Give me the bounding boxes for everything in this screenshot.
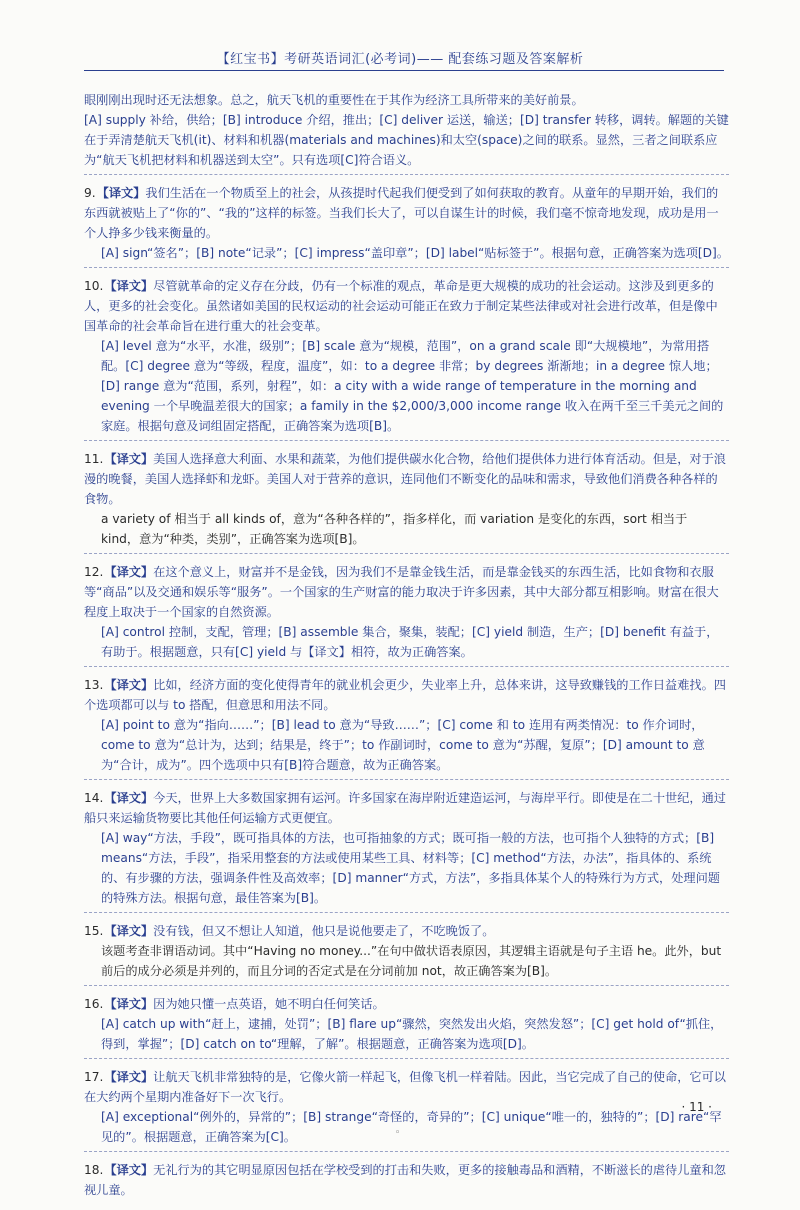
- analysis-text: [A] supply 补给，供给；[B] introduce 介绍，推出；[C] deliver 运送，输送；[D] transfer 转移，调转。解题的关键在于弄清楚航天飞机(it)、材料和机器(materials and machines)和太空(space)之间的联系。显然，三者之间联系应为“航天飞机把材料和机器送到太空”。只有选项[C]符合语义。: [84, 113, 729, 167]
- answer-item-11: [84, 449, 729, 554]
- translation-tag: 【译文】: [104, 279, 154, 293]
- translation-tag: 【译文】: [104, 678, 154, 692]
- translation-tag: 【译文】: [104, 452, 154, 466]
- item-number: 13.: [84, 678, 104, 692]
- answer-item-15: [84, 921, 729, 986]
- translation-tag: 【译文】: [104, 997, 154, 1011]
- translation-tag: 【译文】: [104, 1163, 154, 1177]
- item-number: 11.: [84, 452, 104, 466]
- answer-item-10: [84, 276, 729, 441]
- analysis-text: [A] level 意为“水平，水准，级别”；[B] scale 意为“规模，范围”，on a grand scale 即“大规模地”，为常用搭配。[C] degree 意为“等级，程度，温度”，如：to a degree 非常；by degrees 渐渐地；in a degree 惊人地；[D] range 意为“范围，系列，射程”，如：a city with a wide range of temperature in the morning and evening 一个早晚温差很大的国家；a family in the $2,000/3,000 income range 收入在两千至三千美元之间的家庭。根据句意及词组固定搭配，正确答案为选项[B]。: [101, 339, 724, 433]
- item-number: 9.: [84, 186, 96, 200]
- item-number: 16.: [84, 997, 104, 1011]
- scan-mark: ◦: [395, 1128, 401, 1138]
- translation-tag: 【译文】: [96, 186, 146, 200]
- answer-item-12: [84, 562, 729, 667]
- translation-text: 在这个意义上，财富并不是金钱，因为我们不是靠金钱生活，而是靠金钱买的东西生活，比如食物和衣服等“商品”以及交通和娱乐等“服务”。一个国家的生产财富的能力取决于许多因素，其中大部分都互相影响。财富在很大程度上取决于一个国家的自然资源。: [84, 565, 719, 619]
- translation-text: 美国人选择意大利面、水果和蔬菜，为他们提供碳水化合物，给他们提供体力进行体育活动。但是，对于浪漫的晚餐，美国人选择虾和龙虾。美国人对于营养的意识，连同他们不断变化的品味和需求，导致他们消费各种各样的食物。: [84, 452, 726, 506]
- answer-item-9: [84, 183, 729, 268]
- item-number: 14.: [84, 791, 104, 805]
- item-number: 17.: [84, 1070, 104, 1084]
- answer-item-14: [84, 788, 729, 913]
- running-header: 【红宝书】考研英语词汇(必考词)—— 配套练习题及答案解析: [216, 52, 584, 67]
- analysis-text: a variety of 相当于 all kinds of，意为“各种各样的”，指多样化，而 variation 是变化的东西，sort 相当于 kind，意为“种类，类别”，正确答案为选项[B]。: [101, 512, 688, 546]
- analysis-text: [A] catch up with“赶上，逮捕，处罚”；[B] flare up“骤然，突然发出火焰，突然发怒”；[C] get hold of“抓住，得到，掌握”；[D] catch on to“理解，了解”。根据题意，正确答案为选项[D]。: [101, 1017, 723, 1051]
- answer-item-18: [84, 1160, 729, 1204]
- translation-text: 比如，经济方面的变化使得青年的就业机会更少，失业率上升，总体来讲，这导致赚钱的工作日益难找。四个选项都可以与 to 搭配，但意思和用法不同。: [84, 678, 726, 712]
- translation-text: 尽管就革命的定义存在分歧，仍有一个标准的观点，革命是更大规模的成功的社会运动。这涉及到更多的人，更多的社会变化。虽然诸如美国的民权运动的社会运动可能正在致力于制定某些法律或对社会进行改革，但是像中国革命的社会革命旨在进行重大的社会变革。: [84, 279, 718, 333]
- answer-item-17: [84, 1067, 729, 1152]
- analysis-text: [A] point to 意为“指向……”；[B] lead to 意为“导致……”；[C] come 和 to 连用有两类情况：to 作介词时，come to 意为“总计为，达到；结果是，终于”；to 作副词时，come to 意为“苏醒，复原”；[D] amount to 意为“合计，成为”。四个选项中只有[B]符合题意，故为正确答案。: [101, 718, 705, 772]
- analysis-text: [A] exceptional“例外的，异常的”；[B] strange“奇怪的，奇异的”；[C] unique“唯一的，独特的”；[D] rare“罕见的”。根据题意，正确答案为[C]。: [101, 1110, 722, 1144]
- translation-tag: 【译文】: [104, 791, 154, 805]
- translation-text: 让航天飞机非常独特的是，它像火箭一样起飞，但像飞机一样着陆。因此，当它完成了自己的使命，它可以在大约两个星期内准备好下一次飞行。: [84, 1070, 726, 1104]
- item-number: 18.: [84, 1163, 104, 1177]
- item-number: 10.: [84, 279, 104, 293]
- analysis-text: [A] control 控制，支配，管理；[B] assemble 集合，聚集，装配；[C] yield 制造，生产；[D] benefit 有益于，有助于。根据题意，只有[C] yield 与【译文】相符，故为正确答案。: [101, 625, 719, 659]
- answer-item-8-continued: [84, 90, 729, 175]
- analysis-text: [A] way“方法，手段”，既可指具体的方法，也可指抽象的方式；既可指一般的方法，也可指个人独特的方式；[B] means“方法，手段”，指采用整套的方法或使用某些工具、材料等；[C] method“方法，办法”，指具体的、系统的、有步骤的方法，强调条件性及高效率；[D] manner“方式，方法”，多指具体某个人的特殊行为方式，处理问题的特殊方法。根据句意，最佳答案为[B]。: [101, 831, 720, 905]
- page-number: · 11 ·: [681, 1100, 712, 1114]
- translation-text: 我们生活在一个物质至上的社会，从孩提时代起我们便受到了如何获取的教育。从童年的早期开始，我们的东西就被贴上了“你的”、“我的”这样的标签。当我们长大了，可以自谋生计的时候，我们毫不惊奇地发现，成功是用一个人挣多少钱来衡量的。: [84, 186, 719, 240]
- analysis-text: [A] sign“签名”；[B] note“记录”；[C] impress“盖印章”；[D] label“贴标签于”。根据句意，正确答案为选项[D]。: [101, 246, 729, 260]
- translation-text: 今天，世界上大多数国家拥有运河。许多国家在海岸附近建造运河，与海岸平行。即使是在二十世纪，通过船只来运输货物要比其他任何运输方式更便宜。: [84, 791, 726, 825]
- translation-text: 无礼行为的其它明显原因包括在学校受到的打击和失败，更多的接触毒品和酒精，不断滋长的虐待儿童和忽视儿童。: [84, 1163, 726, 1197]
- item-number: 12.: [84, 565, 104, 579]
- translation-tag: 【译文】: [104, 1070, 154, 1084]
- translation-tag: 【译文】: [104, 565, 154, 579]
- translation-text: 没有钱，但又不想让人知道，他只是说他要走了，不吃晚饭了。: [153, 924, 495, 938]
- answer-item-13: [84, 675, 729, 780]
- translation-text: 因为她只懂一点英语，她不明白任何笑话。: [153, 997, 385, 1011]
- analysis-text: 该题考查非谓语动词。其中“Having no money...”在句中做状语表原因，其逻辑主语就是句子主语 he。此外，but 前后的成分必须是并列的，而且分词的否定式是在分词前加 not，故正确答案为[B]。: [101, 944, 722, 978]
- answer-item-16: [84, 994, 729, 1059]
- page-content: [84, 90, 729, 1210]
- header-rule: [84, 70, 724, 71]
- translation-tag: 【译文】: [104, 924, 154, 938]
- translation-text: 眼刚刚出现时还无法想象。总之，航天飞机的重要性在于其作为经济工具所带来的美好前景。: [84, 93, 584, 107]
- item-number: 15.: [84, 924, 104, 938]
